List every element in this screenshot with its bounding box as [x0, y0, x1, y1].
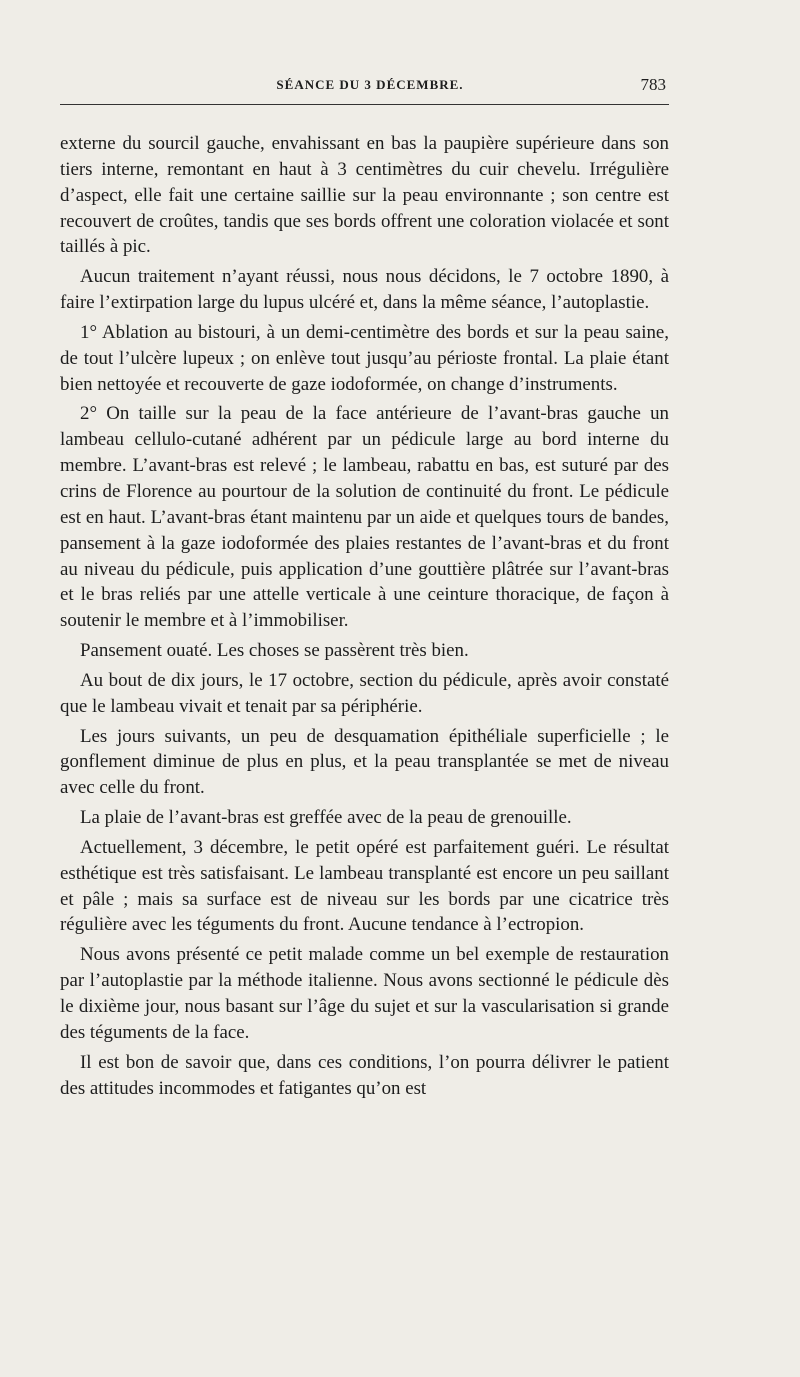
body-text [60, 131, 669, 1105]
paragraph: Au bout de dix jours, le 17 octobre, section du pédicule, après avoir constaté que le lambeau vivait et tenait par sa périphérie. [60, 669, 669, 717]
running-head [60, 77, 670, 101]
header-rule [60, 104, 669, 105]
paragraph-continued: externe du sourcil gauche, envahissant en bas la paupière supérieure dans son tiers interne, remontant en haut à 3 centimètres du cuir chevelu. Irrégulière d’aspect, elle fait une certaine saillie sur la peau environnante ; son centre est recouvert de croûtes, tandis que ses bords offrent une coloration violacée et sont taillés à pic. [60, 133, 669, 258]
paragraph: 2° On taille sur la peau de la face antérieure de l’avant-bras gauche un lambeau cellulo-cutané adhérent par un pédicule large au bord interne du membre. L’avant-bras est relevé ; le lambeau, rabattu en bas, est suturé par des crins de Florence au pourtour de la solution de continuité du front. Le pédicule est en haut. L’avant-bras étant maintenu par un aide et quelques tours de bandes, pansement à la gaze iodoformée des plaies restantes de l’avant-bras et du front au niveau du pédicule, puis application d’une gouttière plâtrée sur l’avant-bras et le bras reliés par une attelle verticale à une ceinture thoracique, de façon à soutenir le membre et à l’immobiliser. [60, 403, 669, 632]
paragraph: Pansement ouaté. Les choses se passèrent très bien. [80, 640, 469, 662]
paragraph: Il est bon de savoir que, dans ces conditions, l’on pourra délivrer le patient des attitudes incommodes et fatigantes qu’on est [60, 1051, 669, 1099]
running-title: SÉANCE DU 3 DÉCEMBRE. [276, 77, 464, 92]
paragraph: 1° Ablation au bistouri, à un demi-centimètre des bords et sur la peau saine, de tout l’ulcère lupeux ; on enlève tout jusqu’au périoste frontal. La plaie étant bien nettoyée et recouverte de gaze iodoformée, on change d’instruments. [60, 321, 669, 395]
paragraph: Les jours suivants, un peu de desquamation épithéliale superficielle ; le gonflement diminue de plus en plus, et la peau transplantée se met de niveau avec celle du front. [60, 725, 669, 799]
paragraph: Nous avons présenté ce petit malade comme un bel exemple de restauration par l’autoplastie par la méthode italienne. Nous avons sectionné le pédicule dès le dixième jour, nous basant sur l’âge du sujet et sur la vascularisation si grande des téguments de la face. [60, 944, 669, 1043]
page-number: 783 [640, 75, 666, 94]
paragraph: La plaie de l’avant-bras est greffée avec de la peau de grenouille. [80, 807, 572, 829]
paragraph: Actuellement, 3 décembre, le petit opéré est parfaitement guéri. Le résultat esthétique est très satisfaisant. Le lambeau transplanté est encore un peu saillant et pâle ; mais sa surface est de niveau sur les bords par une cicatrice très régulière avec les téguments du front. Aucune tendance à l’ectropion. [60, 836, 669, 936]
paragraph: Aucun traitement n’ayant réussi, nous nous décidons, le 7 octobre 1890, à faire l’extirpation large du lupus ulcéré et, dans la même séance, l’autoplastie. [60, 266, 669, 314]
